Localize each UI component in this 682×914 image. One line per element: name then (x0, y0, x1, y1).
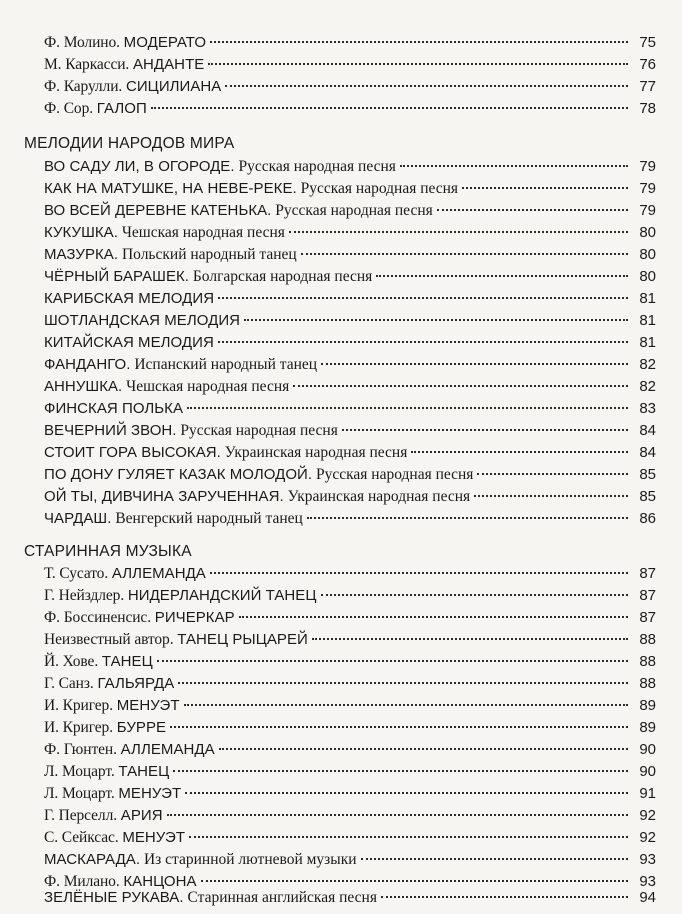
toc-entry (44, 827, 656, 849)
toc-entry (44, 585, 656, 607)
dot-leader (218, 296, 628, 299)
section-heading: МЕЛОДИИ НАРОДОВ МИРА (24, 135, 235, 152)
entry-author: С. Сейксас. (44, 829, 123, 846)
entry-title: АРИЯ (120, 807, 163, 824)
toc-entry (44, 508, 656, 530)
entry-page-number: 77 (639, 78, 656, 95)
entry-title: РИЧЕРКАР (154, 609, 235, 626)
dot-leader (321, 593, 628, 596)
toc-entry (44, 629, 656, 651)
toc-entry (44, 156, 656, 178)
entry-author: Г. Санз. (44, 675, 98, 692)
dot-leader (225, 84, 628, 87)
entry-page-number: 90 (639, 741, 656, 758)
entry-description: Русская народная песня (271, 202, 433, 219)
entry-page-number: 82 (639, 356, 656, 373)
toc-entry (44, 607, 656, 629)
entry-page-number: 79 (639, 158, 656, 175)
toc-entry (44, 222, 656, 244)
entry-title: БУРРЕ (116, 719, 167, 736)
entry-page-number: 83 (639, 400, 656, 417)
entry-page-number: 91 (639, 785, 656, 802)
entry-description: Русская народная песня (312, 466, 474, 483)
dot-leader (201, 879, 628, 882)
toc-entry (44, 651, 656, 673)
dot-leader (170, 725, 628, 728)
entry-title: ВО САДУ ЛИ, В ОГОРОДЕ. (44, 158, 235, 175)
entry-page-number: 93 (639, 873, 656, 890)
toc-entry (44, 805, 656, 827)
entry-author: Ф. Гюнтен. (44, 741, 121, 758)
dot-leader (474, 494, 628, 497)
entry-page-number: 88 (639, 675, 656, 692)
dot-leader (208, 62, 628, 65)
dot-leader (301, 252, 628, 255)
entry-title: КАРИБСКАЯ МЕЛОДИЯ (44, 290, 215, 307)
entry-title: МОДЕРАТО (123, 34, 207, 51)
entry-author: Неизвестный автор. (44, 631, 178, 648)
entry-page-number: 92 (639, 807, 656, 824)
entry-description: Из старинной лютневой музыки (140, 851, 357, 868)
dot-leader (151, 106, 628, 109)
toc-entry (44, 376, 656, 398)
entry-page-number: 75 (639, 34, 656, 51)
toc-entry (44, 76, 656, 98)
entry-title: МАЗУРКА. (44, 246, 119, 263)
toc-entry (44, 310, 656, 332)
toc-entry (44, 420, 656, 442)
toc-entry (44, 739, 656, 761)
toc-entry (44, 178, 656, 200)
dot-leader (173, 769, 628, 772)
entry-author: Ф. Боссиненсис. (44, 609, 155, 626)
section-heading: СТАРИННАЯ МУЗЫКА (24, 543, 192, 560)
entry-description: Русская народная песня (176, 422, 338, 439)
dot-leader (210, 571, 628, 574)
entry-author: М. Каркасси. (44, 56, 133, 73)
dot-leader (289, 230, 628, 233)
entry-title: ЧЁРНЫЙ БАРАШЕК. (44, 268, 190, 285)
entry-title: СИЦИЛИАНА (125, 78, 222, 95)
entry-title: ГАЛЬЯРДА (97, 675, 175, 692)
toc-entry (44, 442, 656, 464)
entry-page-number: 80 (639, 224, 656, 241)
entry-description: Украинская народная песня (283, 488, 471, 505)
entry-description: Венгерский народный танец (111, 510, 303, 527)
entry-author: Л. Моцарт. (44, 763, 119, 780)
entry-description: Испанский народный танец (130, 356, 318, 373)
entry-page-number: 86 (639, 510, 656, 527)
dot-leader (321, 362, 628, 365)
entry-title: ЧАРДАШ. (44, 510, 112, 527)
entry-author: Г. Нейздлер. (44, 587, 128, 604)
entry-page-number: 78 (639, 100, 656, 117)
toc-entry (44, 398, 656, 420)
dot-leader (167, 813, 628, 816)
toc-entry (44, 887, 656, 909)
entry-title: ТАНЕЦ (101, 653, 153, 670)
entry-title: СТОИТ ГОРА ВЫСОКАЯ. (44, 444, 221, 461)
entry-author: Л. Моцарт. (44, 785, 119, 802)
toc-entry (44, 761, 656, 783)
entry-page-number: 87 (639, 565, 656, 582)
toc-entry (44, 695, 656, 717)
entry-title: ТАНЕЦ РЫЦАРЕЙ (177, 631, 308, 648)
dot-leader (219, 747, 628, 750)
entry-title: ШОТЛАНДСКАЯ МЕЛОДИЯ (44, 312, 241, 329)
toc-entry (44, 486, 656, 508)
entry-page-number: 82 (639, 378, 656, 395)
entry-description: Старинная английская песня (183, 889, 377, 906)
entry-title: КУКУШКА. (44, 224, 118, 241)
entry-title: ТАНЕЦ (118, 763, 170, 780)
dot-leader (184, 703, 628, 706)
entry-description: Украинская народная песня (220, 444, 408, 461)
toc-entry (44, 54, 656, 76)
entry-description: Польский народный танец (118, 246, 297, 263)
entry-description: Чешская народная песня (117, 224, 285, 241)
entry-page-number: 79 (639, 180, 656, 197)
dot-leader (239, 615, 628, 618)
dot-leader (411, 450, 628, 453)
entry-page-number: 84 (639, 444, 656, 461)
dot-leader (218, 340, 628, 343)
entry-page-number: 89 (639, 697, 656, 714)
dot-leader (400, 164, 628, 167)
entry-page-number: 90 (639, 763, 656, 780)
entry-title: ЗЕЛЁНЫЕ РУКАВА. (44, 889, 184, 906)
dot-leader (244, 318, 628, 321)
entry-page-number: 80 (639, 246, 656, 263)
dot-leader (381, 895, 628, 898)
toc-entry (44, 673, 656, 695)
entry-description: Болгарская народная песня (189, 268, 373, 285)
dot-leader (342, 428, 628, 431)
dot-leader (462, 186, 628, 189)
entry-page-number: 80 (639, 268, 656, 285)
toc-entry (44, 332, 656, 354)
entry-title: НИДЕРЛАНДСКИЙ ТАНЕЦ (127, 587, 317, 604)
toc-entry (44, 200, 656, 222)
dot-leader (210, 40, 628, 43)
entry-page-number: 89 (639, 719, 656, 736)
entry-page-number: 88 (639, 653, 656, 670)
entry-description: Русская народная песня (296, 180, 459, 197)
entry-page-number: 93 (639, 851, 656, 868)
entry-title: ФАНДАНГО. (44, 356, 131, 373)
entry-author: И. Кригер. (44, 719, 117, 736)
dot-leader (361, 857, 628, 860)
dot-leader (312, 637, 628, 640)
entry-author: Ф. Сор. (44, 100, 97, 117)
toc-entry (44, 354, 656, 376)
entry-description: Русская народная песня (234, 158, 396, 175)
dot-leader (178, 681, 628, 684)
toc-entry (44, 288, 656, 310)
toc-entry (44, 266, 656, 288)
entry-title: АЛЛЕМАНДА (111, 565, 206, 582)
entry-author: Т. Сусато. (44, 565, 112, 582)
entry-title: МЕНУЭТ (116, 697, 180, 714)
toc-entry (44, 464, 656, 486)
toc-entry (44, 849, 656, 871)
entry-author: И. Кригер. (44, 697, 117, 714)
toc-entry (44, 98, 656, 120)
entry-title: ГАЛОП (96, 100, 147, 117)
entry-page-number: 81 (639, 334, 656, 351)
entry-page-number: 81 (639, 290, 656, 307)
dot-leader (477, 472, 628, 475)
entry-page-number: 76 (639, 56, 656, 73)
entry-title: МЕНУЭТ (118, 785, 182, 802)
entry-title: КАНЦОНА (123, 873, 197, 890)
toc-entry (44, 783, 656, 805)
entry-page-number: 88 (639, 631, 656, 648)
dot-leader (437, 208, 628, 211)
entry-author: Й. Хове. (44, 653, 102, 670)
entry-title: АЛЛЕМАНДА (120, 741, 215, 758)
entry-title: АННУШКА. (44, 378, 123, 395)
entry-page-number: 87 (639, 587, 656, 604)
dot-leader (187, 406, 628, 409)
toc-entry (44, 717, 656, 739)
entry-description: Чешская народная песня (122, 378, 290, 395)
entry-page-number: 85 (639, 466, 656, 483)
entry-title: АНДАНТЕ (132, 56, 205, 73)
entry-page-number: 92 (639, 829, 656, 846)
dot-leader (189, 835, 628, 838)
entry-author: Г. Перселл. (44, 807, 121, 824)
toc-entry (44, 563, 656, 585)
entry-page-number: 87 (639, 609, 656, 626)
toc-entry (44, 32, 656, 54)
entry-title: ОЙ ТЫ, ДИВЧИНА ЗАРУЧЕННАЯ. (44, 488, 284, 505)
dot-leader (307, 516, 628, 519)
dot-leader (157, 659, 628, 662)
entry-title: ПО ДОНУ ГУЛЯЕТ КАЗАК МОЛОДОЙ. (44, 466, 313, 483)
entry-page-number: 79 (639, 202, 656, 219)
toc-entry (44, 244, 656, 266)
entry-page-number: 85 (639, 488, 656, 505)
entry-title: ФИНСКАЯ ПОЛЬКА (44, 400, 184, 417)
entry-page-number: 84 (639, 422, 656, 439)
entry-page-number: 81 (639, 312, 656, 329)
entry-title: КИТАЙСКАЯ МЕЛОДИЯ (44, 334, 214, 351)
dot-leader (185, 791, 628, 794)
entry-author: Ф. Молино. (44, 34, 124, 51)
entry-title: МЕНУЭТ (122, 829, 186, 846)
entry-title: МАСКАРАДА. (44, 851, 141, 868)
dot-leader (293, 384, 628, 387)
entry-title: КАК НА МАТУШКЕ, НА НЕВЕ-РЕКЕ. (44, 180, 297, 197)
entry-title: ВЕЧЕРНИЙ ЗВОН. (44, 422, 177, 439)
entry-title: ВО ВСЕЙ ДЕРЕВНЕ КАТЕНЬКА. (44, 202, 272, 219)
entry-author: Ф. Карулли. (44, 78, 126, 95)
entry-author: Ф. Милано. (44, 873, 124, 890)
entry-page-number: 94 (639, 889, 656, 906)
dot-leader (376, 274, 628, 277)
